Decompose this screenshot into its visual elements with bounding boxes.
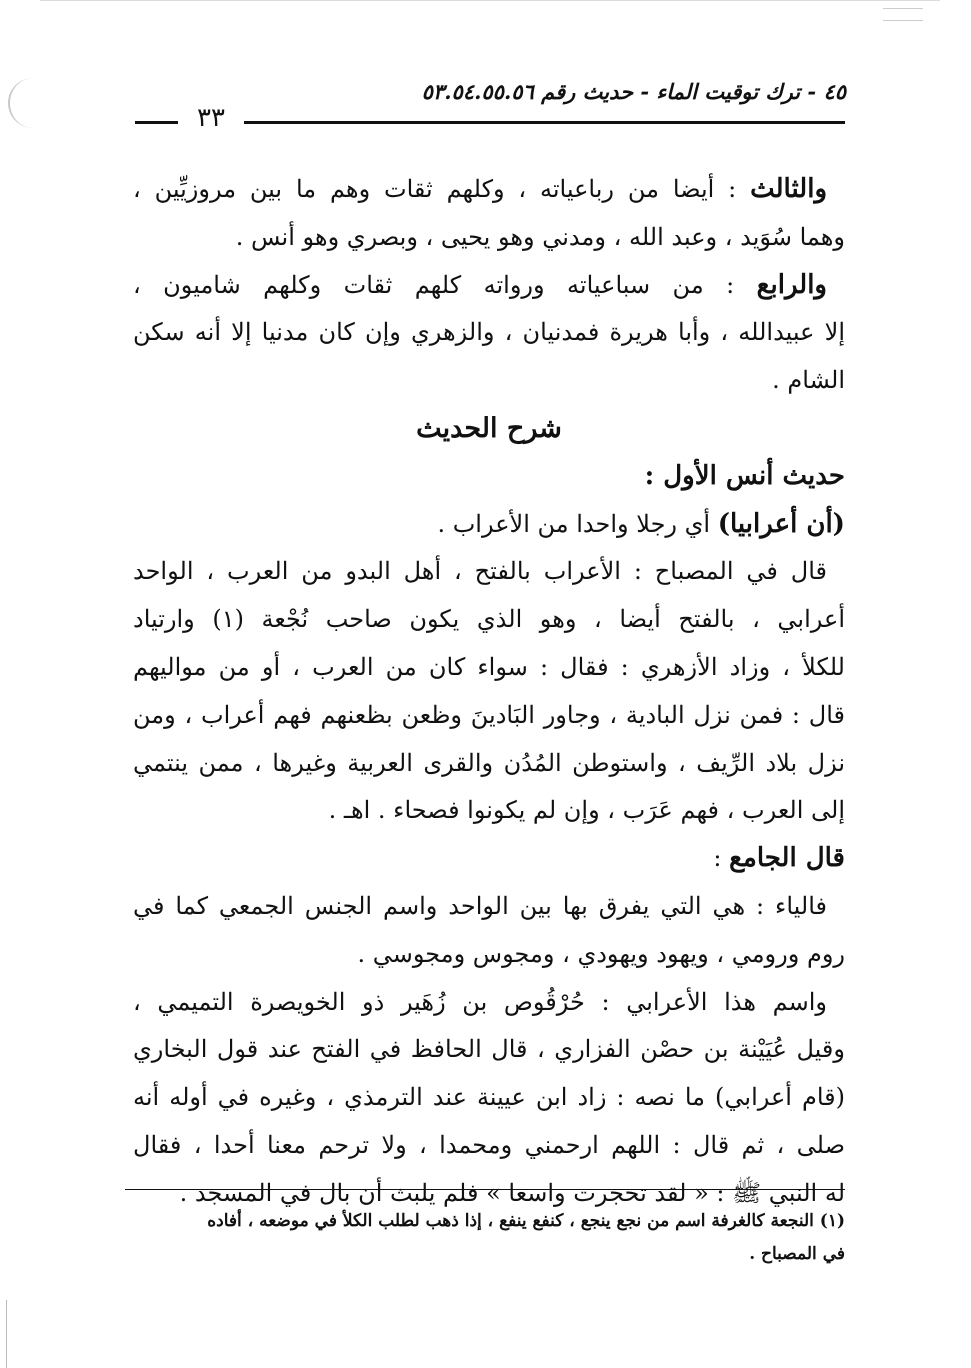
line-text: وقيل عُيَيْنة بن حصْن الفزاري ، قال الحافظ في الفتح عند قول البخاري (133, 1035, 845, 1064)
page-number: ٣٣ (178, 100, 244, 136)
text-line (133, 596, 845, 644)
line-text: (قام أعرابي) ما نصه : زاد ابن عيينة عند الترمذي ، وغيره في أوله أنه (133, 1083, 845, 1112)
line-text: له النبي ﷺ : « لقد تحجرت واسعا » فلم يلبث أن بال في المسجد . (179, 1178, 845, 1207)
line-text: : أيضا من رباعياته ، وكلهم ثقات وهم ما بين مروزيِّين ، (133, 175, 751, 203)
scan-edge (6, 1300, 7, 1368)
text-line (133, 835, 845, 883)
line-text: : من سباعياته ورواته كلهم ثقات وكلهم شاميون ، (133, 270, 757, 299)
text-line (133, 166, 845, 214)
line-text: صلى ، ثم قال : اللهم ارحمني ومحمدا ، ولا ترحم معنا أحدا ، فقال (133, 1130, 845, 1159)
scan-edge (40, 0, 940, 1)
text-line (133, 883, 845, 931)
line-text: قال : فمن نزل البادية ، وجاور البَادينَ وظعن بظعنهم فهم أعراب ، ومن (133, 700, 845, 729)
line-text: إلى العرب ، فهم عَرَب ، وإن لم يكونوا فصحاء . اهـ . (328, 796, 845, 825)
line-text: للكلأ ، وزاد الأزهري : فقال : سواء كان من العرب ، أو من مواليهم (133, 652, 845, 681)
line-text: نزل بلاد الرِّيف ، واستوطن المُدُن والقرى العربية وغيرها ، ممن ينتمي (133, 748, 845, 777)
main-text (133, 166, 845, 1218)
line-text: إلا عبيدالله ، وأبا هريرة فمدنيان ، والزهري وإن كان مدنيا إلا أنه سكن (133, 318, 845, 347)
text-line (133, 1122, 845, 1170)
text-line (133, 931, 845, 979)
line-label: والرابع (756, 269, 827, 300)
subsection-title: حديث أنس الأول : (644, 460, 845, 491)
line-label: (أن أعرابيا) (717, 508, 845, 539)
line-text: روم ورومي ، ويهود ويهودي ، ومجوس ومجوسي . (357, 939, 845, 968)
text-line (133, 548, 845, 596)
text-line (133, 979, 845, 1027)
line-text: قال في المصباح : الأعراب بالفتح ، أهل البدو من العرب ، الواحد (133, 557, 827, 586)
line-label: والثالث (750, 174, 827, 204)
scan-mark (883, 8, 923, 9)
footnote-rule (125, 1189, 845, 1190)
text-line (133, 357, 845, 405)
running-title: ٤٥ - ترك توقيت الماء - حديث رقم ٥٣.٥٤.٥٥.٥٦ (421, 79, 846, 104)
text-line (133, 501, 845, 549)
line-text: واسم هذا الأعرابي : حُرْقُوص بن زُهَير ذو الخويصرة التميمي ، (133, 987, 827, 1016)
footnote (125, 1205, 845, 1271)
footnote-line: في المصباح . (749, 1244, 845, 1264)
line-text: أعرابي ، بالفتح أيضا ، وهو الذي يكون صاحب نُجْعة (١) وارتياد (133, 605, 845, 634)
line-text: وهما سُوَيد ، وعبد الله ، ومدني وهو يحيى ، وبصري وهو أنس . (235, 222, 845, 251)
text-line (133, 644, 845, 692)
text-line (133, 262, 845, 310)
scan-bracket (8, 78, 34, 128)
text-line (133, 1074, 845, 1122)
text-line (133, 740, 845, 788)
footnote-line: (١) النجعة كالغرفة اسم من نجع ينجع ، كنفع ينفع ، إذا ذهب لطلب الكلأ في موضعه ، أفاده (207, 1211, 845, 1231)
scan-mark (883, 20, 923, 21)
section-heading (133, 405, 845, 453)
text-line (133, 692, 845, 740)
text-line (133, 787, 845, 835)
line-text: أي رجلا واحدا من الأعراب . (437, 509, 718, 538)
line-text: الشام . (772, 366, 845, 395)
text-line (133, 309, 845, 357)
line-text: فالياء : هي التي يفرق بها بين الواحد واسم الجنس الجمعي كما في (133, 891, 827, 920)
text-line (133, 1026, 845, 1074)
text-line (133, 214, 845, 262)
section-title: شرح الحديث (416, 412, 562, 444)
subsection-heading (133, 453, 845, 501)
line-label: قال الجامع (729, 843, 845, 874)
line-text: : (713, 844, 730, 873)
